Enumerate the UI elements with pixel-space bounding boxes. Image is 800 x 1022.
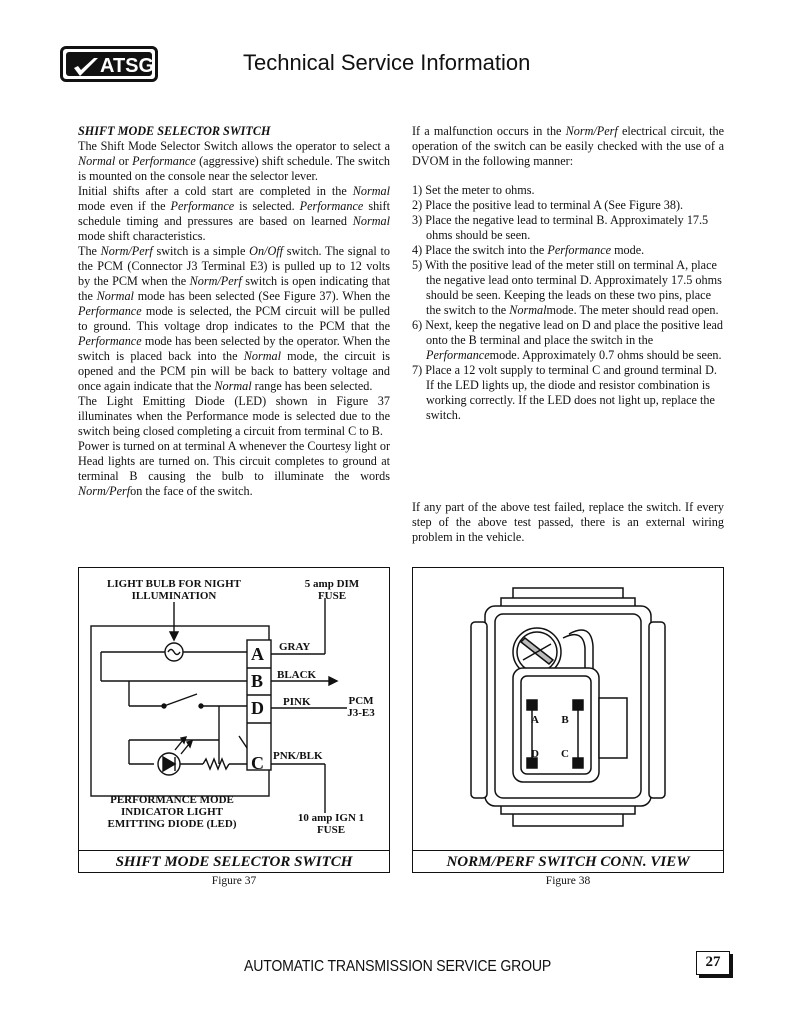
paragraph-2: Initial shifts after a cold start are completed in the Normal mode even if the Performance is selected. Performance shift schedule timing and pressures are based on learned Normal mode shift characteristics. <box>78 184 390 243</box>
terminal-a: A <box>251 644 264 664</box>
ign-fuse-label: 10 amp IGN 1 FUSE <box>297 812 365 836</box>
paragraph-5: Power is turned on at terminal A whenever the Courtesy light or Head lights are turned on. This circuit completes to ground at terminal B causing the bulb to illuminate the words Norm/Perfon the face of the switch. <box>78 439 390 498</box>
wire-gray: GRAY <box>279 641 311 653</box>
pin-d: D <box>531 748 539 760</box>
step-6: 6) Next, keep the negative lead on D and place the positive lead onto the B terminal and place the switch in the Performancemode. Approximately 0.7 ohms should be seen. <box>412 318 724 362</box>
page-number: 27 <box>696 951 730 975</box>
figure-37-wiring-diagram <box>78 567 390 873</box>
step-3: 3) Place the negative lead to terminal B. Approximately 17.5 ohms should be seen. <box>412 213 709 242</box>
step-2: 2) Place the positive lead to terminal A (See Figure 38). <box>412 198 684 212</box>
test-conclusion: If any part of the above test failed, replace the switch. If every step of the above test passed, there is an external wiring problem in the vehicle. <box>412 500 724 544</box>
footer-text: AUTOMATIC TRANSMISSION SERVICE GROUP <box>244 958 552 975</box>
wire-pnk-blk: PNK/BLK <box>273 750 323 762</box>
step-1: 1) Set the meter to ohms. <box>412 183 535 197</box>
bulb-label: LIGHT BULB FOR NIGHT ILLUMINATION <box>107 578 241 602</box>
terminal-c: C <box>251 753 264 773</box>
paragraph-4: The Light Emitting Diode (LED) shown in Figure 37 illuminates when the Performance mode is selected due to the switch being closed completing a circuit from terminal C to B. <box>78 394 390 438</box>
left-column <box>78 124 390 499</box>
paragraph-1: The Shift Mode Selector Switch allows the operator to select a Normal or Performance (aggressive) shift schedule. The switch is mounted on the console near the selector lever. <box>78 139 390 183</box>
terminal-d: D <box>251 698 264 718</box>
figure-38-connector-view <box>412 567 724 873</box>
section-heading: SHIFT MODE SELECTOR SWITCH <box>78 124 271 138</box>
paragraph-3: The Norm/Perf switch is a simple On/Off switch. The signal to the PCM (Connector J3 Terminal E3) is pulled up to 12 volts by the PCM when the Norm/Perf switch is open indicating that the Normal mode has been selected (See Figure 37). When the Performance mode is selected, the PCM circuit will be pulled to ground. This voltage drop indicates to the PCM that the Performance mode has been selected by the operator. When the switch is placed back into the Normal mode, the circuit is opened and the PCM pin will be back to battery voltage and once again indicate that the Normal range has been selected. <box>78 244 391 393</box>
test-steps <box>412 183 724 423</box>
test-intro: If a malfunction occurs in the Norm/Perf electrical circuit, the operation of the switch can be easily checked with the use of a DVOM in the following manner: <box>412 124 724 168</box>
atsg-logo <box>60 46 158 82</box>
connector-drawing <box>413 568 722 850</box>
dim-fuse-label: 5 amp DIM FUSE <box>304 578 360 602</box>
wire-black: BLACK <box>277 669 317 681</box>
pin-b: B <box>561 714 569 726</box>
led-label: PERFORMANCE MODE INDICATOR LIGHT EMITTING DIODE (LED) <box>107 794 237 830</box>
right-column <box>412 124 724 544</box>
page-title: Technical Service Information <box>243 50 531 75</box>
pcm-label: PCM J3-E3 <box>347 695 375 719</box>
pin-a: A <box>531 714 539 726</box>
terminal-b: B <box>251 671 264 691</box>
figure-37-label: Figure 37 <box>211 875 257 887</box>
step-7: 7) Place a 12 volt supply to terminal C and ground terminal D. If the LED lights up, the diode and resistor combination is working correctly. If the LED does not light up, replace the switch. <box>412 363 717 422</box>
logo-text: ATSG <box>100 55 155 77</box>
pin-c: C <box>561 748 569 760</box>
figure-38-caption: NORM/PERF SWITCH CONN. VIEW <box>413 850 723 872</box>
figure-37-caption: SHIFT MODE SELECTOR SWITCH <box>79 850 389 872</box>
checkmark-icon <box>72 56 100 78</box>
figure-38-label: Figure 38 <box>545 875 591 887</box>
wire-pink: PINK <box>283 696 311 708</box>
step-5: 5) With the positive lead of the meter still on terminal A, place the negative lead onto terminal D. Approximately 17.5 ohms should be seen. Keeping the leads on these two pins, place the switch to the Normalmode. The meter should read open. <box>412 258 722 317</box>
step-4: 4) Place the switch into the Performance mode. <box>412 243 645 257</box>
